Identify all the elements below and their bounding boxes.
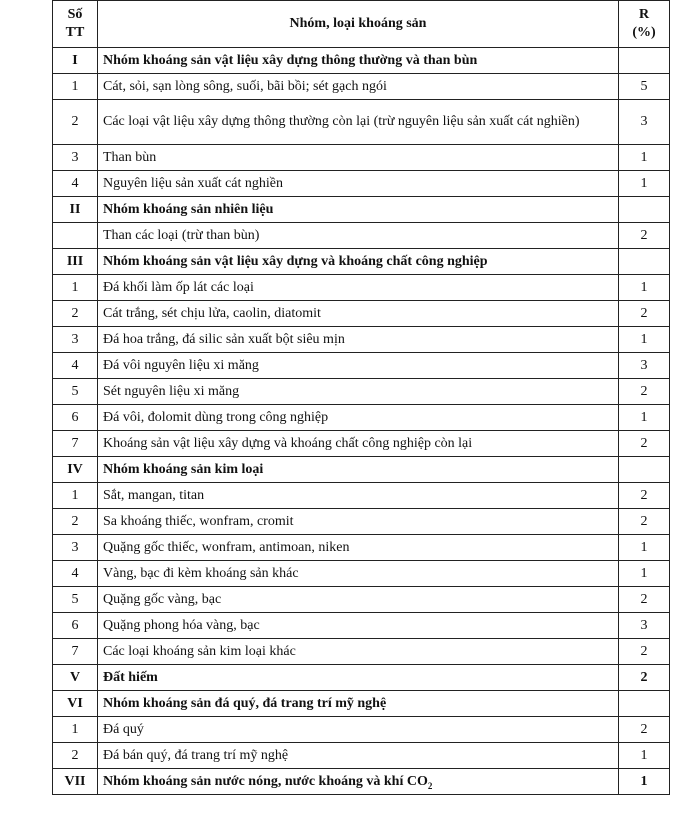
table-row xyxy=(53,405,670,431)
header-no-line2: TT xyxy=(65,25,85,40)
row-rate: 1 xyxy=(619,769,670,795)
mineral-name-text: Sắt, mangan, titan xyxy=(103,487,205,503)
row-mineral-name xyxy=(98,587,619,613)
row-mineral-name xyxy=(98,379,619,405)
row-mineral-name xyxy=(98,639,619,665)
mineral-name-text: Cát trắng, sét chịu lửa, caolin, diatomit xyxy=(103,305,321,321)
mineral-name-text: Đá hoa trắng, đá silic sản xuất bột siêu mịn xyxy=(103,331,345,347)
mineral-name-text: Quặng gốc thiếc, wonfram, antimoan, niken xyxy=(103,539,350,555)
table-row xyxy=(53,100,670,145)
table-row xyxy=(53,301,670,327)
row-mineral-name xyxy=(98,665,619,691)
row-rate: 1 xyxy=(619,171,670,197)
mineral-rate-table xyxy=(52,0,670,795)
table-row xyxy=(53,639,670,665)
row-rate: 2 xyxy=(619,483,670,509)
mineral-name-text: Nguyên liệu sản xuất cát nghiền xyxy=(103,175,284,191)
table-row xyxy=(53,717,670,743)
row-mineral-name xyxy=(98,535,619,561)
mineral-name-text: Đá khối làm ốp lát các loại xyxy=(103,279,254,295)
row-rate: 1 xyxy=(619,275,670,301)
row-number: 2 xyxy=(53,509,98,535)
mineral-name-text: Nhóm khoáng sản nhiên liệu xyxy=(103,201,274,217)
mineral-name-text: Quặng phong hóa vàng, bạc xyxy=(103,617,260,633)
row-mineral-name xyxy=(98,743,619,769)
row-mineral-name xyxy=(98,431,619,457)
row-number: 2 xyxy=(53,301,98,327)
row-number: I xyxy=(53,48,98,74)
mineral-name-text: Nhóm khoáng sản vật liệu xây dựng thông thường và than bùn xyxy=(103,52,478,68)
row-number: 1 xyxy=(53,275,98,301)
header-no xyxy=(53,1,98,48)
row-mineral-name xyxy=(98,48,619,74)
row-rate: 1 xyxy=(619,405,670,431)
row-number: VI xyxy=(53,691,98,717)
row-mineral-name xyxy=(98,249,619,275)
row-number: II xyxy=(53,197,98,223)
table-row xyxy=(53,74,670,100)
mineral-name-text: Sa khoáng thiếc, wonfram, cromit xyxy=(103,513,294,529)
row-number: 5 xyxy=(53,379,98,405)
row-rate xyxy=(619,197,670,223)
row-rate xyxy=(619,691,670,717)
row-number: IV xyxy=(53,457,98,483)
row-number: 3 xyxy=(53,535,98,561)
row-rate: 2 xyxy=(619,379,670,405)
header-rate-line2: (%) xyxy=(632,25,656,40)
row-mineral-name xyxy=(98,769,619,795)
mineral-name-text: Sét nguyên liệu xi măng xyxy=(103,383,240,399)
table-body xyxy=(53,48,670,795)
row-mineral-name xyxy=(98,509,619,535)
table-row xyxy=(53,223,670,249)
table-row xyxy=(53,743,670,769)
mineral-name-text: Nhóm khoáng sản vật liệu xây dựng và khoáng chất công nghiệp xyxy=(103,253,488,269)
table-row xyxy=(53,379,670,405)
row-rate: 1 xyxy=(619,535,670,561)
row-mineral-name xyxy=(98,74,619,100)
row-rate xyxy=(619,457,670,483)
row-number: 1 xyxy=(53,483,98,509)
row-rate: 3 xyxy=(619,613,670,639)
row-number: 2 xyxy=(53,100,98,145)
mineral-name-text: Đá vôi nguyên liệu xi măng xyxy=(103,357,259,373)
row-rate: 1 xyxy=(619,743,670,769)
table-row xyxy=(53,353,670,379)
row-mineral-name xyxy=(98,561,619,587)
row-mineral-name xyxy=(98,197,619,223)
table-row xyxy=(53,587,670,613)
row-number: 4 xyxy=(53,353,98,379)
row-rate: 2 xyxy=(619,665,670,691)
row-rate: 3 xyxy=(619,353,670,379)
row-mineral-name xyxy=(98,301,619,327)
row-number: 3 xyxy=(53,145,98,171)
row-mineral-name xyxy=(98,691,619,717)
row-mineral-name xyxy=(98,223,619,249)
mineral-name-text: Khoáng sản vật liệu xây dựng và khoáng chất công nghiệp còn lại xyxy=(103,435,473,451)
table-group-row xyxy=(53,769,670,795)
row-mineral-name xyxy=(98,717,619,743)
document-page xyxy=(52,0,670,795)
table-row xyxy=(53,431,670,457)
row-mineral-name xyxy=(98,613,619,639)
mineral-name-text: Đá bán quý, đá trang trí mỹ nghệ xyxy=(103,747,289,763)
table-group-row xyxy=(53,665,670,691)
row-rate: 2 xyxy=(619,431,670,457)
row-mineral-name xyxy=(98,145,619,171)
row-rate: 1 xyxy=(619,561,670,587)
table-row xyxy=(53,561,670,587)
mineral-name-text: Nhóm khoáng sản nước nóng, nước khoáng và khí CO xyxy=(103,773,428,789)
header-name: Nhóm, loại khoáng sản xyxy=(98,1,619,48)
row-mineral-name xyxy=(98,171,619,197)
row-number: 1 xyxy=(53,717,98,743)
row-mineral-name xyxy=(98,457,619,483)
row-number: V xyxy=(53,665,98,691)
table-row xyxy=(53,171,670,197)
row-mineral-name xyxy=(98,483,619,509)
row-rate: 2 xyxy=(619,717,670,743)
table-group-row xyxy=(53,197,670,223)
mineral-name-text: Quặng gốc vàng, bạc xyxy=(103,591,222,607)
row-number: 7 xyxy=(53,639,98,665)
row-number: 2 xyxy=(53,743,98,769)
row-number: III xyxy=(53,249,98,275)
table-row xyxy=(53,327,670,353)
row-number: 5 xyxy=(53,587,98,613)
row-rate: 1 xyxy=(619,327,670,353)
row-number: 1 xyxy=(53,74,98,100)
row-rate: 2 xyxy=(619,587,670,613)
mineral-name-text: Vàng, bạc đi kèm khoáng sản khác xyxy=(103,565,299,581)
mineral-name-text: Than bùn xyxy=(103,149,157,165)
mineral-name-text: Nhóm khoáng sản đá quý, đá trang trí mỹ nghệ xyxy=(103,695,387,711)
row-mineral-name xyxy=(98,353,619,379)
mineral-name-text: Đá vôi, đolomit dùng trong công nghiệp xyxy=(103,409,329,425)
mineral-name-text: Cát, sỏi, sạn lòng sông, suối, bãi bồi; sét gạch ngói xyxy=(103,78,387,94)
mineral-name-text: Than các loại (trừ than bùn) xyxy=(103,227,260,243)
row-rate xyxy=(619,48,670,74)
mineral-name-text: Các loại khoáng sản kim loại khác xyxy=(103,643,296,659)
row-rate: 1 xyxy=(619,145,670,171)
row-number: 7 xyxy=(53,431,98,457)
row-rate: 5 xyxy=(619,74,670,100)
row-rate: 2 xyxy=(619,509,670,535)
table-row xyxy=(53,613,670,639)
row-mineral-name xyxy=(98,405,619,431)
table-group-row xyxy=(53,457,670,483)
row-number xyxy=(53,223,98,249)
row-mineral-name xyxy=(98,100,619,145)
row-number: VII xyxy=(53,769,98,795)
mineral-name-text: Các loại vật liệu xây dựng thông thường còn lại (trừ nguyên liệu sản xuất cát nghiền) xyxy=(103,114,580,129)
row-number: 6 xyxy=(53,405,98,431)
row-rate: 2 xyxy=(619,223,670,249)
mineral-name-text: Nhóm khoáng sản kim loại xyxy=(103,461,264,477)
table-row xyxy=(53,483,670,509)
table-group-row xyxy=(53,691,670,717)
mineral-name-subscript: 2 xyxy=(427,780,433,791)
row-mineral-name xyxy=(98,275,619,301)
row-rate: 3 xyxy=(619,100,670,145)
row-number: 6 xyxy=(53,613,98,639)
table-row xyxy=(53,509,670,535)
row-rate: 2 xyxy=(619,301,670,327)
row-number: 4 xyxy=(53,561,98,587)
row-rate: 2 xyxy=(619,639,670,665)
header-no-line1: Số xyxy=(67,7,83,22)
mineral-name-text: Đất hiếm xyxy=(103,669,158,685)
row-mineral-name xyxy=(98,327,619,353)
table-row xyxy=(53,535,670,561)
table-header-row xyxy=(53,1,670,48)
row-number: 4 xyxy=(53,171,98,197)
table-row xyxy=(53,145,670,171)
table-row xyxy=(53,275,670,301)
table-group-row xyxy=(53,249,670,275)
header-rate xyxy=(619,1,670,48)
header-rate-line1: R xyxy=(638,7,650,22)
row-number: 3 xyxy=(53,327,98,353)
mineral-name-text: Đá quý xyxy=(103,721,144,737)
row-rate xyxy=(619,249,670,275)
table-group-row xyxy=(53,48,670,74)
